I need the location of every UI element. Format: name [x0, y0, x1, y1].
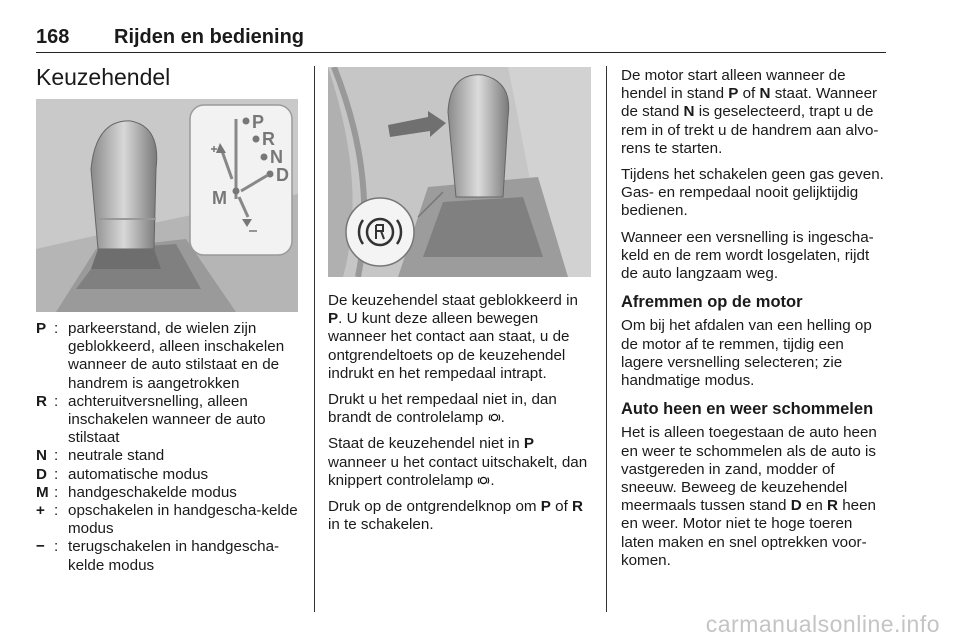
chapter-title: Rijden en bediening [114, 26, 305, 48]
definition-text: parkeerstand, de wielen zijn geblokkeerd, alleen inschakelen wanneer de auto stilstaat en de handrem is aangetrokken [68, 320, 285, 392]
column-divider-right [606, 66, 607, 612]
definition-row: R : achteruitversnelling, alleen inschakelen wanneer de auto stilstaat [36, 393, 298, 448]
definition-text: handgeschakelde modus [68, 483, 237, 501]
definition-text: opschakelen in handgescha-kelde modus [68, 502, 298, 538]
page-header [36, 24, 886, 53]
definition-row: M : handgeschakelde modus [36, 484, 298, 502]
definition-key: − [36, 538, 45, 556]
definition-row: + : opschakelen in handgescha-kelde modus [36, 502, 298, 538]
column-3-text [621, 67, 889, 578]
paragraph: De motor start alleen wanneer de hendel in stand P of N staat. Wanneer de stand N is geselecteerd, trapt u de rem in of trekt u de handrem aan alvo-rens te starten. [621, 67, 879, 157]
gear-definition-list [36, 320, 298, 575]
definition-key: P [36, 320, 47, 337]
brake-warning-lamp-icon [488, 411, 501, 424]
definition-key: D [36, 465, 47, 483]
section-title: Keuzehendel [36, 64, 171, 90]
definition-key: N [36, 447, 47, 465]
paragraph: Het is alleen toegestaan de auto heen en weer te schommelen als de auto is vastgereden in zand, modder of sneeuw. Beweeg de keuzehendel meermaals tussen stand D en R heen en weer. Motor niet te hoge toeren laten maken en snel optrekken voor-komen. [621, 424, 877, 569]
paragraph: De keuzehendel staat geblokkeerd in P. U kunt deze alleen bewegen wanneer het contact aan staat, u de ontgrendeltoets op de keuzehendel indrukt en het rempedaal intrapt. [328, 292, 578, 382]
definition-row: N : neutrale stand [36, 447, 298, 465]
subheading: Afremmen op de motor [621, 293, 803, 312]
definition-text: achteruitversnelling, alleen inschakelen wanneer de auto stilstaat [68, 392, 266, 447]
definition-row: D : automatische modus [36, 466, 298, 484]
gear-label-m: M [212, 188, 227, 208]
gear-label-p: P [252, 112, 265, 132]
gear-label-n: N [270, 147, 283, 167]
gear-selector-illustration [36, 99, 298, 312]
paragraph: Staat de keuzehendel niet in P wanneer u het contact uitschakelt, dan knippert controlelamp . [328, 435, 588, 489]
page-number: 168 [36, 26, 70, 48]
subheading: Auto heen en weer schommelen [621, 400, 874, 419]
paragraph: Wanneer een versnelling is ingescha-keld en de rem wordt losgelaten, rijdt de auto langzaam weg. [621, 228, 874, 283]
paragraph: Tijdens het schakelen geen gas geven. Gas- en rempedaal nooit gelijktijdig bedienen. [621, 166, 884, 220]
column-divider-left [314, 66, 315, 612]
brake-lamp-drawing [328, 67, 591, 277]
gear-selector-drawing [36, 99, 298, 312]
definition-text: neutrale stand [68, 447, 165, 465]
paragraph: Drukt u het rempedaal niet in, dan brandt de controlelamp . [328, 391, 557, 427]
definition-text: terugschakelen in handgescha-kelde modus [68, 538, 280, 574]
definition-key: M [36, 483, 49, 501]
brake-lamp-illustration [328, 67, 591, 277]
definition-row: − : terugschakelen in handgescha-kelde modus [36, 538, 298, 574]
paragraph: Druk op de ontgrendelknop om P of R in te schakelen. [328, 498, 583, 534]
gear-label-r: R [262, 129, 275, 149]
paragraph: Om bij het afdalen van een helling op de motor af te remmen, tijdig een lagere versnelling selecteren; zie handmatige modus. [621, 317, 872, 390]
brake-warning-lamp-icon [477, 474, 490, 487]
column-2-text [328, 292, 594, 542]
definition-key: + [36, 502, 45, 520]
definition-key: R [36, 392, 47, 410]
definition-text: automatische modus [68, 465, 209, 483]
gear-label-d: D [276, 165, 289, 185]
definition-row: P : parkeerstand, de wielen zijn geblokkeerd, alleen inschakelen wanneer de auto stilstaat en de handrem is aangetrokken [36, 320, 298, 393]
watermark: carmanualsonline.info [705, 611, 940, 637]
